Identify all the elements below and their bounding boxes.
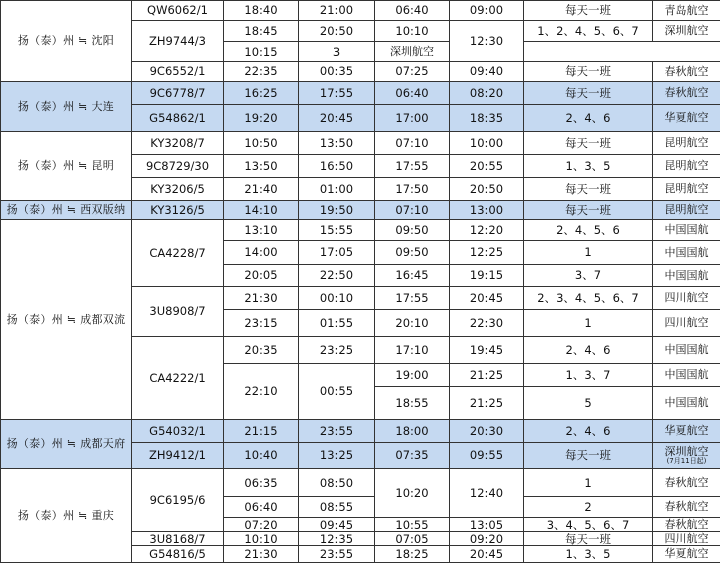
airline-name xyxy=(653,20,720,42)
airline-name xyxy=(653,468,720,496)
return-departure-time: 07:35 xyxy=(375,442,450,468)
airline-label: 深圳航空 xyxy=(664,24,709,38)
airline-label: 华夏航空 xyxy=(664,423,709,437)
return-departure-time: 10:55 xyxy=(375,517,450,531)
departure-time: 06:40 xyxy=(224,497,299,518)
airline-label: 华夏航空 xyxy=(664,110,709,124)
airline-name xyxy=(653,131,720,154)
airline-label: 四川航空 xyxy=(664,316,709,329)
departure-time: 14:10 xyxy=(224,200,299,220)
return-departure-time: 16:45 xyxy=(375,264,450,286)
flight-number: 9C6195/6 xyxy=(132,468,224,531)
airline-label: 中国国航 xyxy=(664,245,709,259)
return-departure-time: 10:10 xyxy=(375,20,450,42)
arrival-time: 13:25 xyxy=(299,442,375,468)
airline-name xyxy=(653,240,720,264)
arrival-time: 01:00 xyxy=(299,177,375,200)
return-departure-time: 10:20 xyxy=(375,468,450,517)
arrival-time: 08:50 xyxy=(299,468,375,496)
flight-number: KY3206/5 xyxy=(132,177,224,200)
operating-days: 3、7 xyxy=(524,264,653,286)
arrival-time: 00:35 xyxy=(299,62,375,82)
departure-time: 10:10 xyxy=(224,532,299,546)
departure-time: 21:40 xyxy=(224,177,299,200)
return-arrival-time: 12:40 xyxy=(450,468,524,517)
operating-days: 1、3、5 xyxy=(524,154,653,177)
operating-days: 1 xyxy=(524,309,653,336)
return-departure-time: 18:00 xyxy=(375,419,450,442)
route-cell: 扬（泰）州 ≒ 重庆 xyxy=(1,468,132,562)
departure-time: 16:25 xyxy=(224,81,299,104)
flight-number: ZH9412/1 xyxy=(132,442,224,468)
airline-name xyxy=(653,442,720,468)
arrival-time: 00:10 xyxy=(299,286,375,309)
return-departure-time: 17:00 xyxy=(375,104,450,131)
airline-label: 华夏航空 xyxy=(664,547,709,561)
table-row xyxy=(1,200,720,220)
airline-name xyxy=(653,364,720,387)
table-row xyxy=(1,468,720,496)
airline-name xyxy=(653,309,720,336)
flight-number: G54032/1 xyxy=(132,419,224,442)
arrival-time: 21:00 xyxy=(299,1,375,21)
airline-name xyxy=(653,1,720,21)
route-cell: 扬（泰）州 ≒ 昆明 xyxy=(1,131,132,200)
arrival-time: 23:25 xyxy=(299,336,375,363)
departure-time: 07:20 xyxy=(224,517,299,531)
return-arrival-time: 08:20 xyxy=(450,81,524,104)
return-arrival-time: 20:50 xyxy=(450,177,524,200)
return-arrival-time: 20:45 xyxy=(450,286,524,309)
table-row xyxy=(1,419,720,442)
return-arrival-time: 22:30 xyxy=(450,309,524,336)
flight-number: KY3208/7 xyxy=(132,131,224,154)
operating-days: 2、4、6 xyxy=(524,104,653,131)
airline-label: 中国国航 xyxy=(664,268,709,282)
flight-number: CA4228/7 xyxy=(132,220,224,287)
return-departure-time: 18:55 xyxy=(375,387,450,420)
operating-days: 3 xyxy=(299,42,375,62)
return-departure-time: 17:55 xyxy=(375,154,450,177)
departure-time: 21:30 xyxy=(224,546,299,563)
return-departure-time: 06:40 xyxy=(375,81,450,104)
return-departure-time: 07:05 xyxy=(375,532,450,546)
table-row xyxy=(1,81,720,104)
airline-label: 深圳航空 xyxy=(664,444,709,458)
arrival-time: 15:55 xyxy=(299,220,375,241)
airline-name xyxy=(653,387,720,420)
operating-days: 2、4、5、6 xyxy=(524,220,653,241)
arrival-time: 08:55 xyxy=(299,497,375,518)
operating-days: 1、3、5 xyxy=(524,546,653,563)
arrival-time: 23:55 xyxy=(299,419,375,442)
operating-days: 2、4、6 xyxy=(524,419,653,442)
arrival-time: 17:05 xyxy=(299,240,375,264)
airline-label: 中国国航 xyxy=(664,343,709,357)
flight-number: ZH9744/3 xyxy=(132,20,224,61)
arrival-time: 19:50 xyxy=(299,200,375,220)
airline-label: 深圳航空 xyxy=(390,44,434,58)
operating-days: 每天一班 xyxy=(524,177,653,200)
airline-label: 春秋航空 xyxy=(664,64,709,78)
return-arrival-time: 12:20 xyxy=(450,220,524,241)
operating-days: 2、3、4、5、6、7 xyxy=(524,286,653,309)
airline-label: 昆明航空 xyxy=(664,136,709,150)
return-departure-time: 09:50 xyxy=(375,240,450,264)
return-arrival-time: 13:05 xyxy=(450,517,524,531)
arrival-time: 12:35 xyxy=(299,532,375,546)
return-arrival-time: 10:00 xyxy=(450,131,524,154)
return-arrival-time: 19:15 xyxy=(450,264,524,286)
airline-label: 青岛航空 xyxy=(664,3,709,17)
arrival-time: 00:55 xyxy=(299,364,375,420)
return-arrival-time: 09:40 xyxy=(450,62,524,82)
operating-days: 5 xyxy=(524,387,653,420)
return-arrival-time: 18:35 xyxy=(450,104,524,131)
route-cell: 扬（泰）州 ≒ 成都天府 xyxy=(1,419,132,468)
flight-number: 9C8729/30 xyxy=(132,154,224,177)
departure-time: 20:35 xyxy=(224,336,299,363)
airline-name xyxy=(653,264,720,286)
airline-label: 四川航空 xyxy=(664,290,709,304)
route-cell: 扬（泰）州 ≒ 西双版纳 xyxy=(1,200,132,220)
table-row xyxy=(1,1,720,21)
operating-days: 1、2、4、5、6、7 xyxy=(524,20,653,42)
return-arrival-time: 20:55 xyxy=(450,154,524,177)
airline-name xyxy=(653,497,720,518)
departure-time: 18:45 xyxy=(224,20,299,42)
operating-days: 每天一班 xyxy=(524,131,653,154)
departure-time: 13:10 xyxy=(224,220,299,241)
operating-days: 2 xyxy=(524,497,653,518)
return-departure-time: 20:10 xyxy=(375,309,450,336)
operating-days: 3、4、5、6、7 xyxy=(524,517,653,531)
departure-time: 21:15 xyxy=(224,419,299,442)
table-row xyxy=(1,131,720,154)
airline-label: 中国国航 xyxy=(664,396,709,410)
airline-label: 四川航空 xyxy=(664,532,709,546)
arrival-time: 22:50 xyxy=(299,264,375,286)
departure-time: 23:15 xyxy=(224,309,299,336)
airline-name xyxy=(653,546,720,563)
return-departure-time: 17:10 xyxy=(375,336,450,363)
departure-time: 22:35 xyxy=(224,62,299,82)
airline-name xyxy=(653,104,720,131)
airline-name xyxy=(653,220,720,241)
return-arrival-time: 21:25 xyxy=(450,387,524,420)
airline-name xyxy=(375,42,450,62)
arrival-time: 16:50 xyxy=(299,154,375,177)
return-departure-time: 07:10 xyxy=(375,200,450,220)
departure-time: 22:10 xyxy=(224,364,299,420)
airline-label: 春秋航空 xyxy=(664,500,709,514)
table-row xyxy=(1,220,720,241)
airline-name xyxy=(653,81,720,104)
arrival-time: 20:50 xyxy=(299,20,375,42)
flight-number: 3U8168/7 xyxy=(132,532,224,546)
arrival-time: 09:45 xyxy=(299,517,375,531)
airline-label: 春秋航空 xyxy=(664,517,709,531)
departure-time: 18:40 xyxy=(224,1,299,21)
return-arrival-time: 21:25 xyxy=(450,364,524,387)
departure-time: 14:00 xyxy=(224,240,299,264)
flight-number: 9C6778/7 xyxy=(132,81,224,104)
return-arrival-time: 20:45 xyxy=(450,546,524,563)
return-departure-time: 09:50 xyxy=(375,220,450,241)
departure-time: 20:05 xyxy=(224,264,299,286)
flight-number: QW6062/1 xyxy=(132,1,224,21)
return-departure-time: 18:25 xyxy=(375,546,450,563)
return-arrival-time: 20:30 xyxy=(450,419,524,442)
operating-days: 每天一班 xyxy=(524,62,653,82)
airline-label: 中国国航 xyxy=(664,368,709,382)
arrival-time: 20:45 xyxy=(299,104,375,131)
return-arrival-time: 09:55 xyxy=(450,442,524,468)
departure-time: 10:40 xyxy=(224,442,299,468)
return-departure-time: 07:25 xyxy=(375,62,450,82)
operating-days: 每天一班 xyxy=(524,532,653,546)
return-departure-time: 17:50 xyxy=(375,177,450,200)
operating-days: 1 xyxy=(524,468,653,496)
airline-name xyxy=(653,336,720,363)
airline-name xyxy=(653,154,720,177)
airline-name xyxy=(653,517,720,531)
flight-number: 3U8908/7 xyxy=(132,286,224,336)
airline-label: 昆明航空 xyxy=(664,158,709,172)
airline-label: 中国国航 xyxy=(664,223,709,237)
return-arrival-time: 19:45 xyxy=(450,336,524,363)
airline-label: 昆明航空 xyxy=(664,181,709,195)
departure-time: 19:20 xyxy=(224,104,299,131)
flight-number: G54816/5 xyxy=(132,546,224,563)
airline-note: (7月11日起) xyxy=(666,457,707,466)
return-arrival-time: 09:00 xyxy=(450,1,524,21)
flight-number: G54862/1 xyxy=(132,104,224,131)
arrival-time: 23:55 xyxy=(299,546,375,563)
return-departure-time: 06:40 xyxy=(375,1,450,21)
airline-name xyxy=(653,419,720,442)
airline-name xyxy=(653,532,720,546)
arrival-time: 13:50 xyxy=(299,131,375,154)
return-arrival-time: 09:20 xyxy=(450,532,524,546)
airline-label: 春秋航空 xyxy=(664,475,709,489)
departure-time: 21:30 xyxy=(224,286,299,309)
departure-time: 06:35 xyxy=(224,468,299,496)
return-arrival-time: 12:30 xyxy=(450,20,524,61)
arrival-time: 01:55 xyxy=(299,309,375,336)
return-departure-time: 19:00 xyxy=(375,364,450,387)
operating-days: 1 xyxy=(524,240,653,264)
airline-name xyxy=(653,62,720,82)
airline-name xyxy=(653,177,720,200)
operating-days: 每天一班 xyxy=(524,442,653,468)
airline-label: 昆明航空 xyxy=(664,203,709,217)
return-arrival-time: 13:00 xyxy=(450,200,524,220)
flight-number: 9C6552/1 xyxy=(132,62,224,82)
airline-label: 春秋航空 xyxy=(664,85,709,99)
arrival-time: 17:55 xyxy=(299,81,375,104)
route-cell: 扬（泰）州 ≒ 大连 xyxy=(1,81,132,131)
airline-name xyxy=(653,200,720,220)
operating-days: 每天一班 xyxy=(524,200,653,220)
airline-name xyxy=(653,286,720,309)
return-departure-time: 07:10 xyxy=(375,131,450,154)
departure-time: 13:50 xyxy=(224,154,299,177)
operating-days: 1、3、7 xyxy=(524,364,653,387)
operating-days: 2、4、6 xyxy=(524,336,653,363)
route-cell: 扬（泰）州 ≒ 成都双流 xyxy=(1,220,132,420)
return-arrival-time: 12:25 xyxy=(450,240,524,264)
return-departure-time: 17:55 xyxy=(375,286,450,309)
departure-time: 10:50 xyxy=(224,131,299,154)
route-cell: 扬（泰）州 ≒ 沈阳 xyxy=(1,1,132,82)
flight-number: CA4222/1 xyxy=(132,336,224,419)
operating-days: 每天一班 xyxy=(524,81,653,104)
return-departure-time: 10:15 xyxy=(224,42,299,62)
flight-number: KY3126/5 xyxy=(132,200,224,220)
operating-days: 每天一班 xyxy=(524,1,653,21)
